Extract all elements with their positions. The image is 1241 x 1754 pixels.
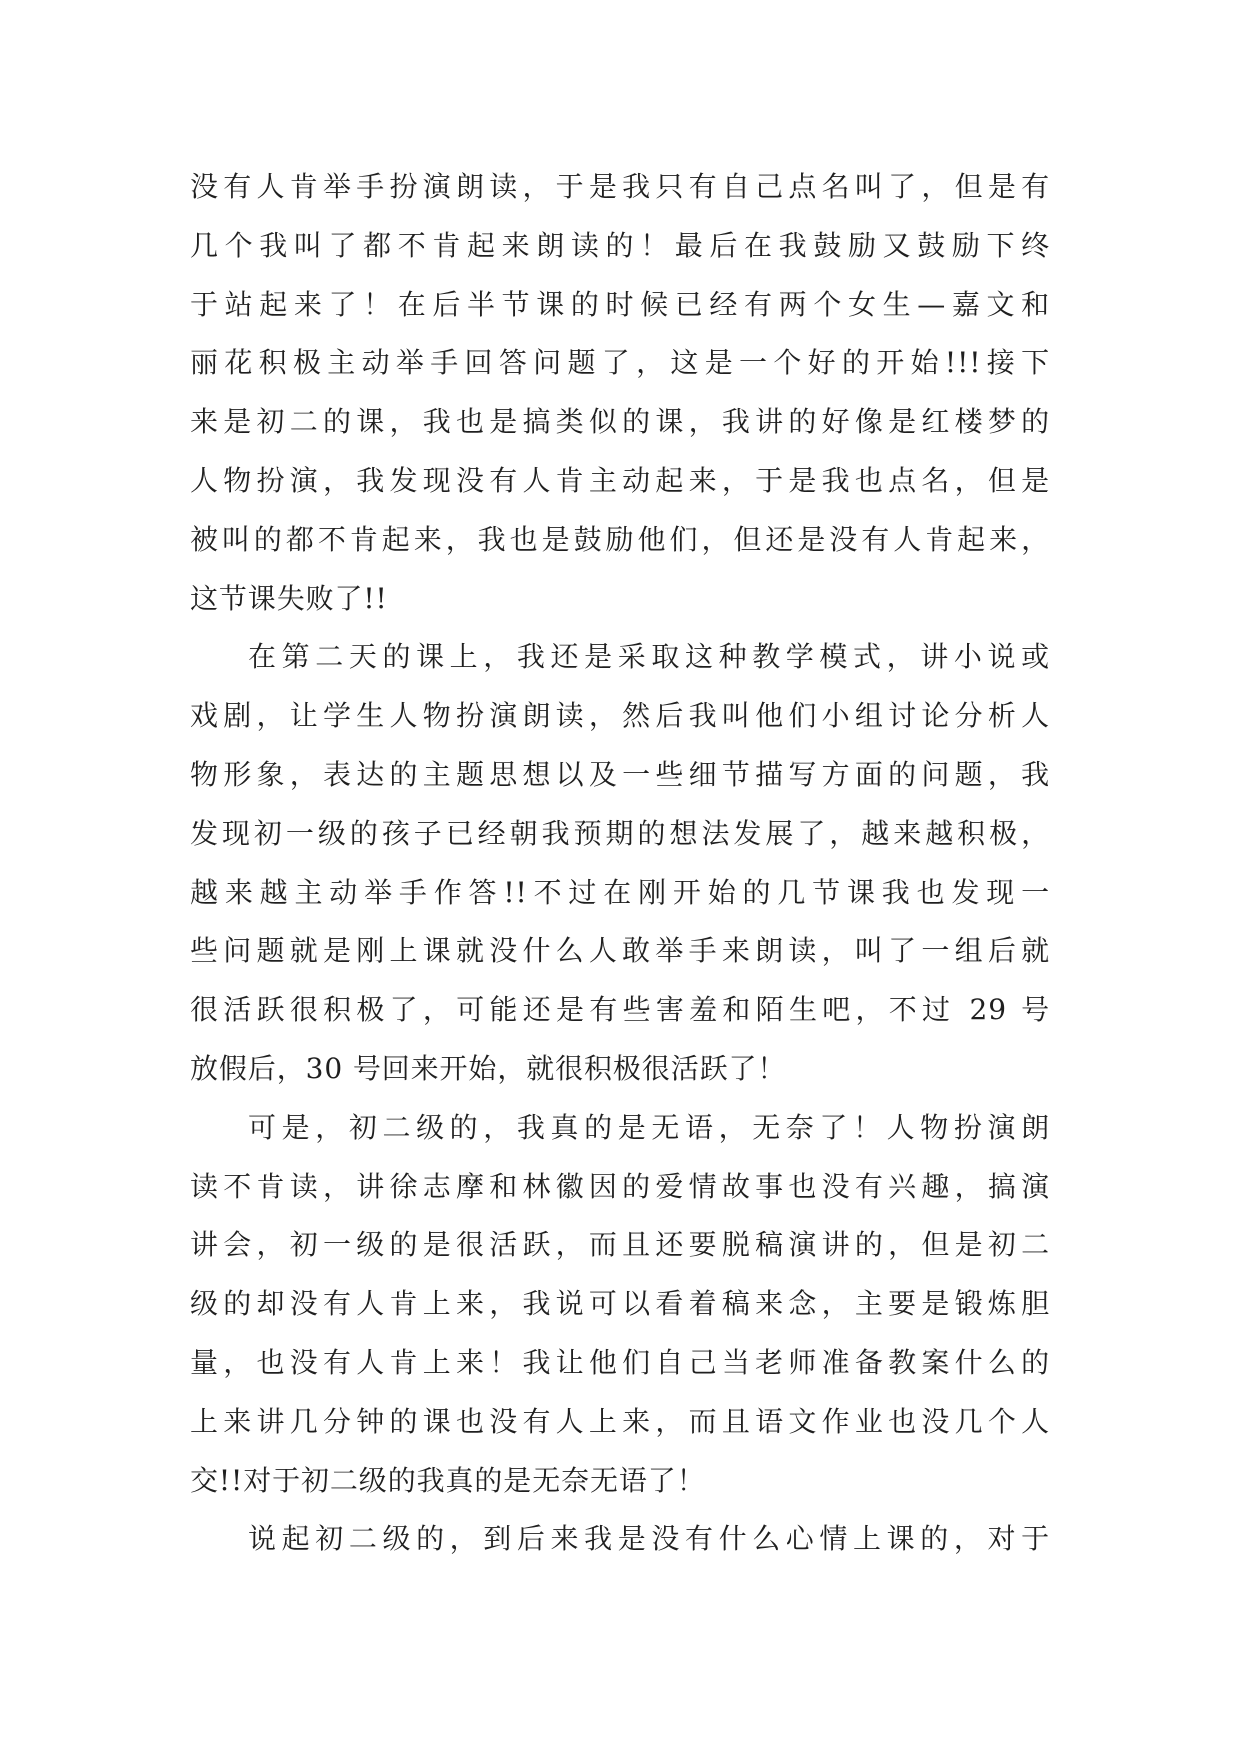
text-line: 放假后，30 号回来开始，就很积极很活跃了！ xyxy=(190,1051,787,1085)
text-line: 量，也没有人肯上来！我让他们自己当老师准备教案什么的 xyxy=(190,1345,1050,1379)
text-line: 戏剧，让学生人物扮演朗读，然后我叫他们小组讨论分析人 xyxy=(190,699,1050,733)
text-line: 很活跃很积极了，可能还是有些害羞和陌生吧，不过 29 号 xyxy=(190,993,1050,1027)
text-line: 于站起来了！在后半节课的时候已经有两个女生—嘉文和 xyxy=(190,287,1050,321)
text-line: 几个我叫了都不肯起来朗读的！最后在我鼓励又鼓励下终 xyxy=(190,228,1050,262)
text-line: 没有人肯举手扮演朗读，于是我只有自己点名叫了，但是有 xyxy=(190,170,1050,203)
text-line: 可是，初二级的，我真的是无语，无奈了！人物扮演朗 xyxy=(248,1110,1050,1144)
text-line: 人物扮演，我发现没有人肯主动起来，于是我也点名，但是 xyxy=(190,463,1050,497)
text-line: 来是初二的课，我也是搞类似的课，我讲的好像是红楼梦的 xyxy=(190,405,1050,439)
text-line: 物形象，表达的主题思想以及一些细节描写方面的问题，我 xyxy=(190,757,1050,791)
text-line: 上来讲几分钟的课也没有人上来，而且语文作业也没几个人 xyxy=(190,1404,1050,1438)
text-line: 丽花积极主动举手回答问题了，这是一个好的开始!!!接下 xyxy=(190,346,1050,380)
text-line: 读不肯读，讲徐志摩和林徽因的爱情故事也没有兴趣，搞演 xyxy=(190,1169,1050,1203)
text-line: 级的却没有人肯上来，我说可以看着稿来念，主要是锻炼胆 xyxy=(190,1287,1050,1321)
text-line: 些问题就是刚上课就没什么人敢举手来朗读，叫了一组后就 xyxy=(190,934,1050,968)
text-line: 这节课失败了!! xyxy=(190,581,388,615)
body-text xyxy=(190,158,1050,1569)
text-line: 被叫的都不肯起来，我也是鼓励他们，但还是没有人肯起来， xyxy=(190,522,1050,556)
text-line: 讲会，初一级的是很活跃，而且还要脱稿演讲的，但是初二 xyxy=(190,1228,1050,1262)
text-line: 交!!对于初二级的我真的是无奈无语了！ xyxy=(190,1463,706,1497)
text-line: 说起初二级的，到后来我是没有什么心情上课的，对于 xyxy=(248,1522,1050,1556)
text-line: 越来越主动举手作答!!不过在刚开始的几节课我也发现一 xyxy=(190,875,1050,909)
text-line: 发现初一级的孩子已经朝我预期的想法发展了，越来越积极， xyxy=(190,816,1050,850)
text-line: 在第二天的课上，我还是采取这种教学模式，讲小说或 xyxy=(248,640,1050,674)
